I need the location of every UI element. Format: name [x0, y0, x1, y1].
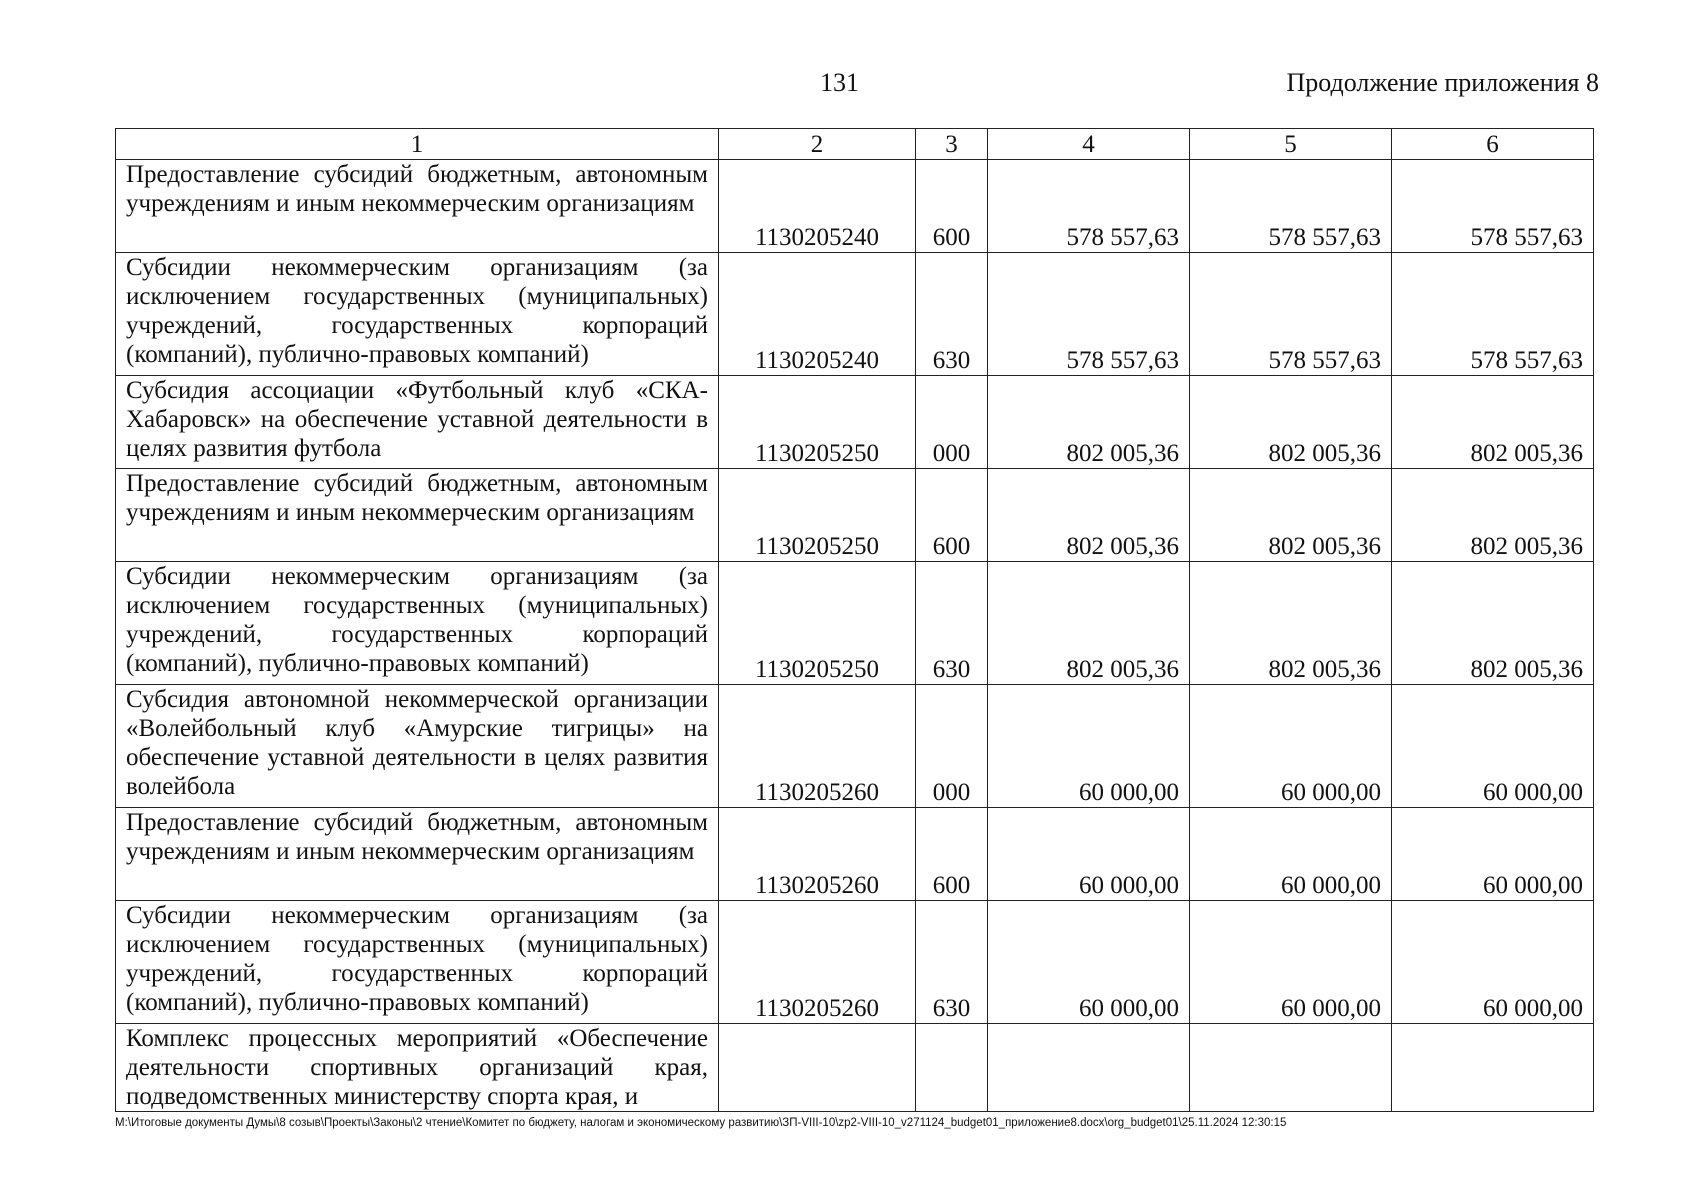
budget-table — [115, 128, 1594, 1112]
row-value-5: 802 005,36 — [1190, 562, 1392, 685]
row-value-6: 578 557,63 — [1392, 160, 1594, 253]
row-value-6: 60 000,00 — [1392, 685, 1594, 808]
page-number: 131 — [820, 68, 859, 97]
row-value-4: 802 005,36 — [988, 469, 1190, 562]
row-expense-type: 600 — [916, 160, 988, 253]
row-value-5: 578 557,63 — [1190, 160, 1392, 253]
row-code: 1130205240 — [719, 160, 916, 253]
row-code: 1130205260 — [719, 901, 916, 1024]
row-value-4: 802 005,36 — [988, 376, 1190, 469]
table-row — [116, 685, 1594, 808]
row-value-5: 60 000,00 — [1190, 685, 1392, 808]
row-value-6: 802 005,36 — [1392, 376, 1594, 469]
row-value-5: 60 000,00 — [1190, 808, 1392, 901]
row-name: Субсидия ассоциации «Футбольный клуб «СКА-Хабаровск» на обеспечение уставной деятельности в целях развития футбола — [116, 376, 719, 469]
row-value-5: 802 005,36 — [1190, 469, 1392, 562]
row-value-4: 60 000,00 — [988, 685, 1190, 808]
table-row — [116, 901, 1594, 1024]
row-name: Субсидии некоммерческим организациям (за исключением государственных (муниципальных) учреждений, государственных корпораций (компаний), публично-правовых компаний) — [116, 901, 719, 1024]
table-row — [116, 469, 1594, 562]
row-code: 1130205250 — [719, 376, 916, 469]
row-code: 1130205250 — [719, 469, 916, 562]
row-expense-type: 600 — [916, 808, 988, 901]
row-expense-type: 000 — [916, 376, 988, 469]
row-name: Субсидии некоммерческим организациям (за исключением государственных (муниципальных) учреждений, государственных корпораций (компаний), публично-правовых компаний) — [116, 562, 719, 685]
column-header: 5 — [1190, 129, 1392, 160]
row-name: Предоставление субсидий бюджетным, автономным учреждениям и иным некоммерческим организациям — [116, 808, 719, 901]
row-code: 1130205260 — [719, 808, 916, 901]
table-header-row — [116, 129, 1594, 160]
table-row — [116, 1024, 1594, 1112]
row-code: 1130205240 — [719, 253, 916, 376]
row-expense-type: 630 — [916, 562, 988, 685]
row-value-4: 60 000,00 — [988, 901, 1190, 1024]
row-value-5: 60 000,00 — [1190, 901, 1392, 1024]
row-name: Комплекс процессных мероприятий «Обеспечение деятельности спортивных организаций края, подведомственных министерству спорта края, и — [116, 1024, 719, 1112]
row-name: Субсидии некоммерческим организациям (за исключением государственных (муниципальных) учреждений, государственных корпораций (компаний), публично-правовых компаний) — [116, 253, 719, 376]
row-expense-type: 600 — [916, 469, 988, 562]
row-name: Предоставление субсидий бюджетным, автономным учреждениям и иным некоммерческим организациям — [116, 160, 719, 253]
row-value-4: 60 000,00 — [988, 808, 1190, 901]
row-code — [719, 1024, 916, 1112]
row-expense-type — [916, 1024, 988, 1112]
column-header: 2 — [719, 129, 916, 160]
table-row — [116, 376, 1594, 469]
column-header: 3 — [916, 129, 988, 160]
row-value-4: 578 557,63 — [988, 160, 1190, 253]
row-name: Предоставление субсидий бюджетным, автономным учреждениям и иным некоммерческим организациям — [116, 469, 719, 562]
table-row — [116, 808, 1594, 901]
column-header: 1 — [116, 129, 719, 160]
row-name: Субсидия автономной некоммерческой организации «Волейбольный клуб «Амурские тигрицы» на обеспечение уставной деятельности в целях развития волейбола — [116, 685, 719, 808]
row-value-5: 578 557,63 — [1190, 253, 1392, 376]
row-value-4 — [988, 1024, 1190, 1112]
row-expense-type: 630 — [916, 901, 988, 1024]
table-row — [116, 253, 1594, 376]
row-value-6: 60 000,00 — [1392, 901, 1594, 1024]
table-row — [116, 562, 1594, 685]
row-value-6: 578 557,63 — [1392, 253, 1594, 376]
row-expense-type: 000 — [916, 685, 988, 808]
column-header: 4 — [988, 129, 1190, 160]
row-code: 1130205250 — [719, 562, 916, 685]
row-value-6: 802 005,36 — [1392, 469, 1594, 562]
appendix-title: Продолжение приложения 8 — [1286, 68, 1599, 97]
row-value-4: 578 557,63 — [988, 253, 1190, 376]
column-header: 6 — [1392, 129, 1594, 160]
file-path-footer: М:\Итоговые документы Думы\8 созыв\Проекты\Законы\2 чтение\Комитет по бюджету, налогам и экономическому развитию\ЗП-VIII-10\zp2-VIII-10_v271124_budget01_приложение8.docx\org_budget01\25.11.2024 12:30:15 — [115, 1117, 1287, 1129]
row-value-5 — [1190, 1024, 1392, 1112]
table-row — [116, 160, 1594, 253]
row-value-6: 802 005,36 — [1392, 562, 1594, 685]
row-expense-type: 630 — [916, 253, 988, 376]
row-value-5: 802 005,36 — [1190, 376, 1392, 469]
row-value-4: 802 005,36 — [988, 562, 1190, 685]
row-value-6 — [1392, 1024, 1594, 1112]
row-value-6: 60 000,00 — [1392, 808, 1594, 901]
row-code: 1130205260 — [719, 685, 916, 808]
